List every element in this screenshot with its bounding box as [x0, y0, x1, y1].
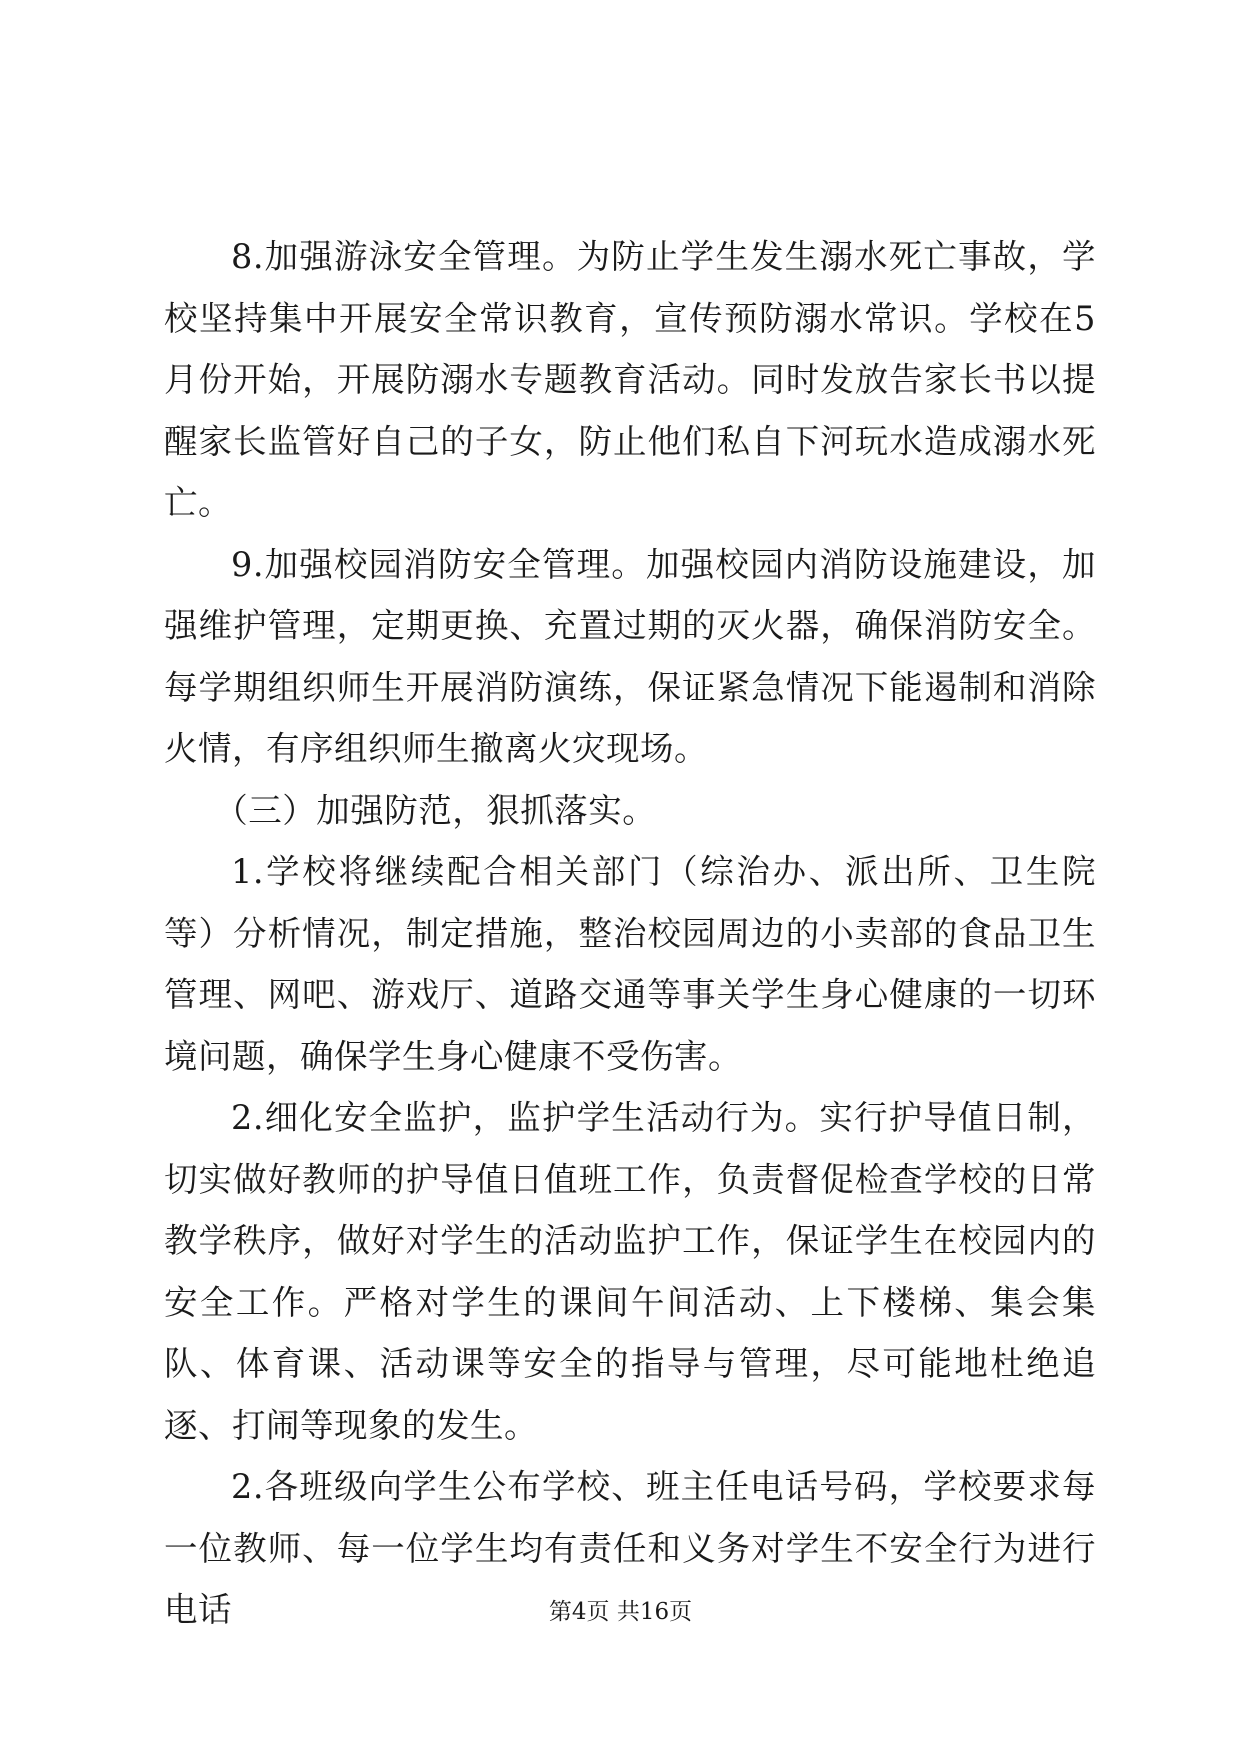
page-footer: 第4页 共16页	[548, 1599, 693, 1625]
paragraph-phone-numbers: 2.各班级向学生公布学校、班主任电话号码，学校要求每一位教师、每一位学生均有责任和义务对学生不安全行为进行电话	[164, 1467, 1096, 1629]
paragraph-supervision: 2.细化安全监护，监护学生活动行为。实行护导值日制，切实做好教师的护导值日值班工作，负责督促检查学校的日常教学秩序，做好对学生的活动监护工作，保证学生在校园内的安全工作。严格对学生的课间午间活动、上下楼梯、集会集队、体育课、活动课等安全的指导与管理，尽可能地杜绝追逐、打闹等现象的发生。	[164, 1098, 1096, 1445]
section-heading-prevention: （三）加强防范，狠抓落实。	[214, 790, 657, 830]
paragraph-swimming-safety: 8.加强游泳安全管理。为防止学生发生溺水死亡事故，学校坚持集中开展安全常识教育，宣传预防溺水常识。学校在5月份开始，开展防溺水专题教育活动。同时发放告家长书以提醒家长监管好自己的子女，防止他们私自下河玩水造成溺水死亡。	[164, 237, 1096, 522]
document-body	[164, 226, 1096, 1641]
paragraph-coordination: 1.学校将继续配合相关部门（综治办、派出所、卫生院等）分析情况，制定措施，整治校园周边的小卖部的食品卫生管理、网吧、游戏厅、道路交通等事关学生身心健康的一切环境问题，确保学生身心健康不受伤害。	[164, 852, 1096, 1076]
paragraph-fire-safety: 9.加强校园消防安全管理。加强校园内消防设施建设，加强维护管理，定期更换、充置过期的灭火器，确保消防安全。每学期组织师生开展消防演练，保证紧急情况下能遏制和消除火情，有序组织师生撤离火灾现场。	[164, 544, 1096, 768]
